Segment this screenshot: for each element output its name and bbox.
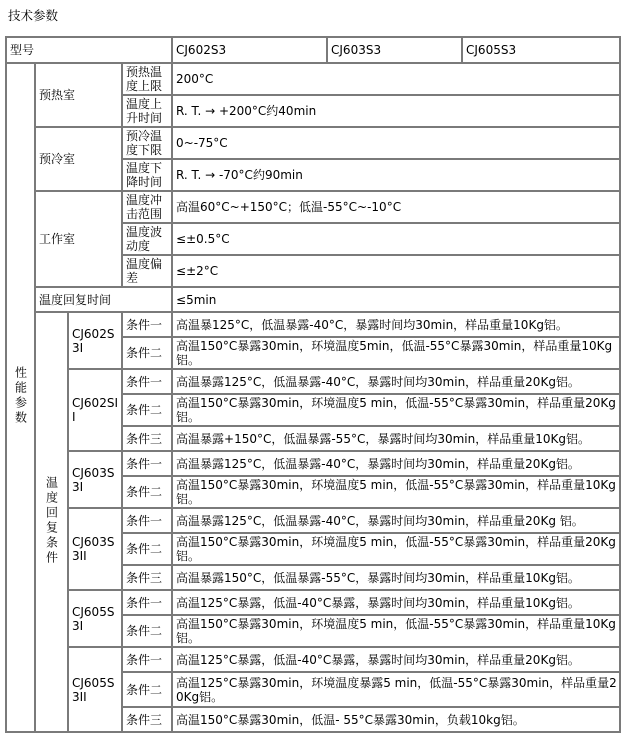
condition-model-cell: CJ603S3II xyxy=(68,508,122,590)
condition-value-cell: 高温暴露125°C，低温暴露-40°C，暴露时间均30min，样品重量20Kg铝。 xyxy=(172,451,620,476)
condition-label-cell: 条件三 xyxy=(122,707,172,732)
condition-label-cell: 条件一 xyxy=(122,312,172,337)
chamber-name-cell: 预热室 xyxy=(35,63,122,127)
chamber-name-cell: 预冷室 xyxy=(35,127,122,191)
param-label-cell: 预冷温度下限 xyxy=(122,127,172,159)
recovery-time-value-cell: ≤5min xyxy=(172,287,620,312)
condition-value-cell: 高温125°C暴露30min，环境温度暴露5 min，低温-55°C暴露30min，样品重量20Kg铝。 xyxy=(172,672,620,707)
page-title: 技术参数 xyxy=(8,8,59,23)
recovery-conditions-label-cell xyxy=(35,312,68,732)
chamber-name-cell: 工作室 xyxy=(35,191,122,287)
param-label-cell: 温度下降时间 xyxy=(122,159,172,191)
performance-params-label-cell xyxy=(6,63,35,732)
table-row xyxy=(6,508,620,533)
condition-label-cell: 条件一 xyxy=(122,451,172,476)
condition-label-cell: 条件一 xyxy=(122,590,172,615)
param-value-cell: 高温60°C~+150°C；低温-55°C~-10°C xyxy=(172,191,620,223)
model-header-label: 型号 xyxy=(6,37,172,63)
table-row xyxy=(6,312,620,337)
recovery-conditions-label: 温度回复条件 xyxy=(44,475,59,566)
param-value-cell: R. T. → +200°C约40min xyxy=(172,95,620,127)
table-row xyxy=(6,127,620,159)
param-label-cell: 温度冲击范围 xyxy=(122,191,172,223)
model-name-cell: CJ603S3 xyxy=(327,37,462,63)
condition-label-cell: 条件一 xyxy=(122,647,172,672)
table-row xyxy=(6,451,620,476)
condition-label-cell: 条件三 xyxy=(122,565,172,590)
condition-value-cell: 高温150°C暴露30min，环境温度5 min，低温-55°C暴露30min，样品重量20Kg铝。 xyxy=(172,394,620,426)
condition-model-cell: CJ603S3I xyxy=(68,451,122,508)
condition-label-cell: 条件二 xyxy=(122,337,172,369)
condition-value-cell: 高温150°C暴露30min，环境温度5min，低温-55°C暴露30min，样品重量10Kg铝。 xyxy=(172,337,620,369)
condition-model-cell: CJ602S3I xyxy=(68,312,122,369)
condition-model-cell: CJ602SII xyxy=(68,369,122,451)
param-value-cell: R. T. → -70°C约90min xyxy=(172,159,620,191)
condition-value-cell: 高温125°C暴露，低温-40°C暴露，暴露时间均30min，样品重量20Kg铝。 xyxy=(172,647,620,672)
condition-label-cell: 条件二 xyxy=(122,476,172,508)
condition-value-cell: 高温暴125°C，低温暴露-40°C，暴露时间均30min，样品重量10Kg铝。 xyxy=(172,312,620,337)
table-row xyxy=(6,63,620,95)
condition-value-cell: 高温暴露+150°C，低温暴露-55°C，暴露时间均30min，样品重量10Kg铝。 xyxy=(172,426,620,451)
condition-value-cell: 高温暴露125°C，低温暴露-40°C，暴露时间均30min，样品重量20Kg铝。 xyxy=(172,369,620,394)
condition-label-cell: 条件二 xyxy=(122,672,172,707)
condition-label-cell: 条件二 xyxy=(122,615,172,647)
condition-label-cell: 条件二 xyxy=(122,533,172,565)
model-name-cell: CJ602S3 xyxy=(172,37,327,63)
condition-value-cell: 高温暴露150°C，低温暴露-55°C，暴露时间均30min，样品重量10Kg铝。 xyxy=(172,565,620,590)
param-label-cell: 温度偏差 xyxy=(122,255,172,287)
table-row xyxy=(6,647,620,672)
param-value-cell: ≤±2°C xyxy=(172,255,620,287)
param-value-cell: ≤±0.5°C xyxy=(172,223,620,255)
performance-params-label: 性能参数 xyxy=(13,366,28,426)
condition-label-cell: 条件二 xyxy=(122,394,172,426)
param-label-cell: 温度波动度 xyxy=(122,223,172,255)
condition-value-cell: 高温暴露125°C，低温暴露-40°C，暴露时间均30min，样品重量20Kg 铝。 xyxy=(172,508,620,533)
param-label-cell: 温度上升时间 xyxy=(122,95,172,127)
table-row xyxy=(6,590,620,615)
condition-value-cell: 高温125°C暴露，低温-40°C暴露，暴露时间均30min，样品重量10Kg铝。 xyxy=(172,590,620,615)
condition-value-cell: 高温150°C暴露30min，环境温度5 min，低温-55°C暴露30min，样品重量10Kg铝。 xyxy=(172,476,620,508)
spec-table xyxy=(5,36,621,733)
condition-value-cell: 高温150°C暴露30min，低温- 55°C暴露30min，负载10kg铝。 xyxy=(172,707,620,732)
recovery-time-label-cell: 温度回复时间 xyxy=(35,287,172,312)
table-row xyxy=(6,191,620,223)
condition-value-cell: 高温150°C暴露30min，环境温度5 min，低温-55°C暴露30min，样品重量10Kg铝。 xyxy=(172,615,620,647)
param-label-cell: 预热温度上限 xyxy=(122,63,172,95)
param-value-cell: 200°C xyxy=(172,63,620,95)
condition-label-cell: 条件一 xyxy=(122,369,172,394)
condition-label-cell: 条件一 xyxy=(122,508,172,533)
condition-value-cell: 高温150°C暴露30min，环境温度5 min，低温-55°C暴露30min，样品重量20Kg铝。 xyxy=(172,533,620,565)
condition-model-cell: CJ605S3I xyxy=(68,590,122,647)
condition-label-cell: 条件三 xyxy=(122,426,172,451)
condition-model-cell: CJ605S3II xyxy=(68,647,122,732)
model-name-cell: CJ605S3 xyxy=(462,37,620,63)
table-row xyxy=(6,287,620,312)
table-row xyxy=(6,369,620,394)
param-value-cell: 0~-75°C xyxy=(172,127,620,159)
table-row xyxy=(6,37,620,63)
